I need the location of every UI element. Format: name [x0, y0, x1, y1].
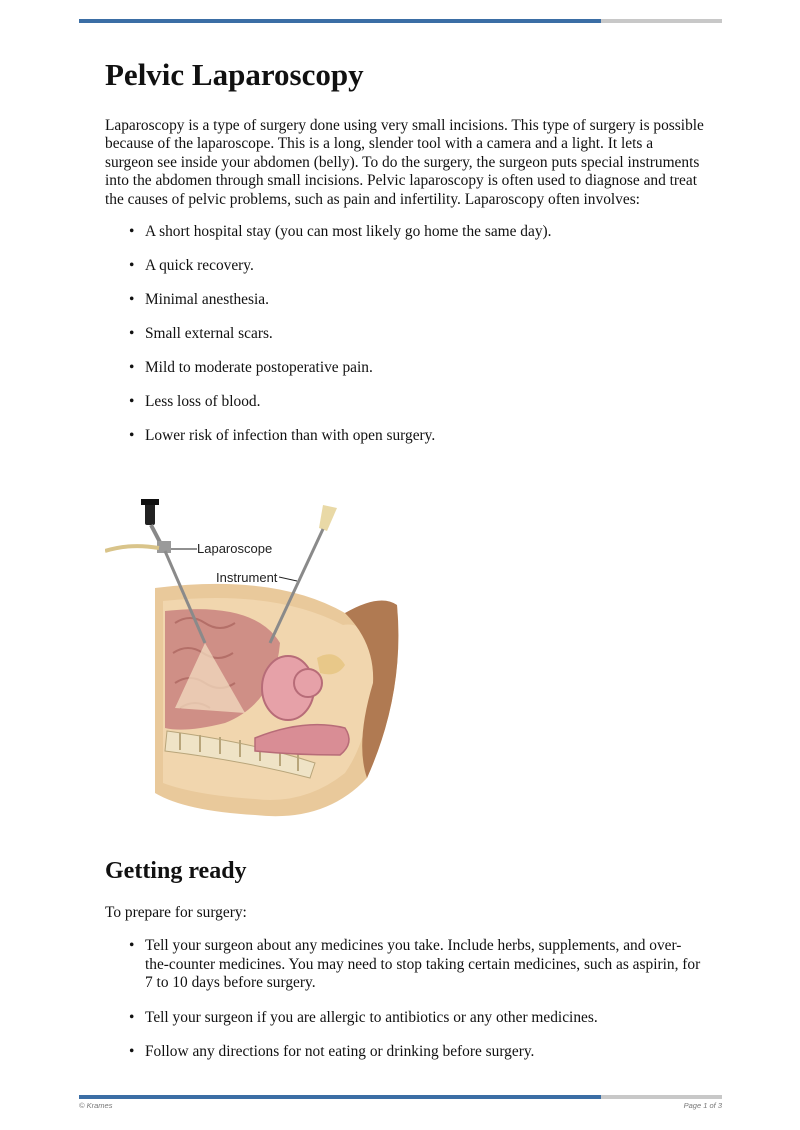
laparoscopy-illustration	[105, 493, 405, 823]
bottom-bar-fill	[79, 1095, 601, 1099]
page-title: Pelvic Laparoscopy	[105, 57, 364, 92]
bottom-progress-bar	[79, 1095, 722, 1099]
label-laparoscope: Laparoscope	[197, 541, 273, 556]
list-item: • Small external scars.	[105, 325, 705, 343]
top-bar-fill	[79, 19, 601, 23]
footer-copyright: © Krames	[79, 1101, 113, 1110]
preparation-list	[105, 937, 705, 1061]
list-item: • Tell your surgeon if you are allergic to antibiotics or any other medicines.	[105, 1009, 705, 1027]
laparoscope-cap	[141, 499, 159, 505]
section-intro: To prepare for surgery:	[105, 904, 247, 921]
intro-paragraph: Laparoscopy is a type of surgery done using very small incisions. This type of surgery is possible because of the laparoscope. This is a long, slender tool with a camera and a light. It lets a surgeon see inside your abdomen (belly). To do the surgery, the surgeon puts special instruments into the abdomen through small incisions. Pelvic laparoscopy is often used to diagnose and treat the causes of pelvic problems, such as pain and infertility. Laparoscopy often involves:	[105, 117, 704, 208]
getting-ready-section	[105, 855, 705, 1077]
list-item: • Mild to moderate postoperative pain.	[105, 359, 705, 377]
benefits-list	[105, 223, 705, 445]
list-item: • A quick recovery.	[105, 257, 705, 275]
anatomy-diagram	[105, 493, 405, 823]
footer-page-number: Page 1 of 3	[683, 1101, 722, 1110]
instrument-leader-line	[279, 577, 297, 581]
ovary-shape	[294, 669, 322, 697]
list-item: • A short hospital stay (you can most likely go home the same day).	[105, 223, 705, 241]
label-instrument: Instrument	[216, 570, 278, 585]
main-content	[105, 55, 705, 461]
instrument-handle	[319, 505, 337, 531]
laparoscope-cable	[105, 546, 159, 551]
list-item: • Lower risk of infection than with open surgery.	[105, 427, 705, 445]
list-item: • Less loss of blood.	[105, 393, 705, 411]
list-item: • Tell your surgeon about any medicines you take. Include herbs, supplements, and over-the-counter medicines. You may need to stop taking certain medicines, such as aspirin, for 7 to 10 days before surgery.	[105, 937, 705, 992]
list-item: • Follow any directions for not eating or drinking before surgery.	[105, 1043, 705, 1061]
list-item: • Minimal anesthesia.	[105, 291, 705, 309]
top-progress-bar	[79, 19, 722, 23]
section-heading: Getting ready	[105, 858, 247, 884]
